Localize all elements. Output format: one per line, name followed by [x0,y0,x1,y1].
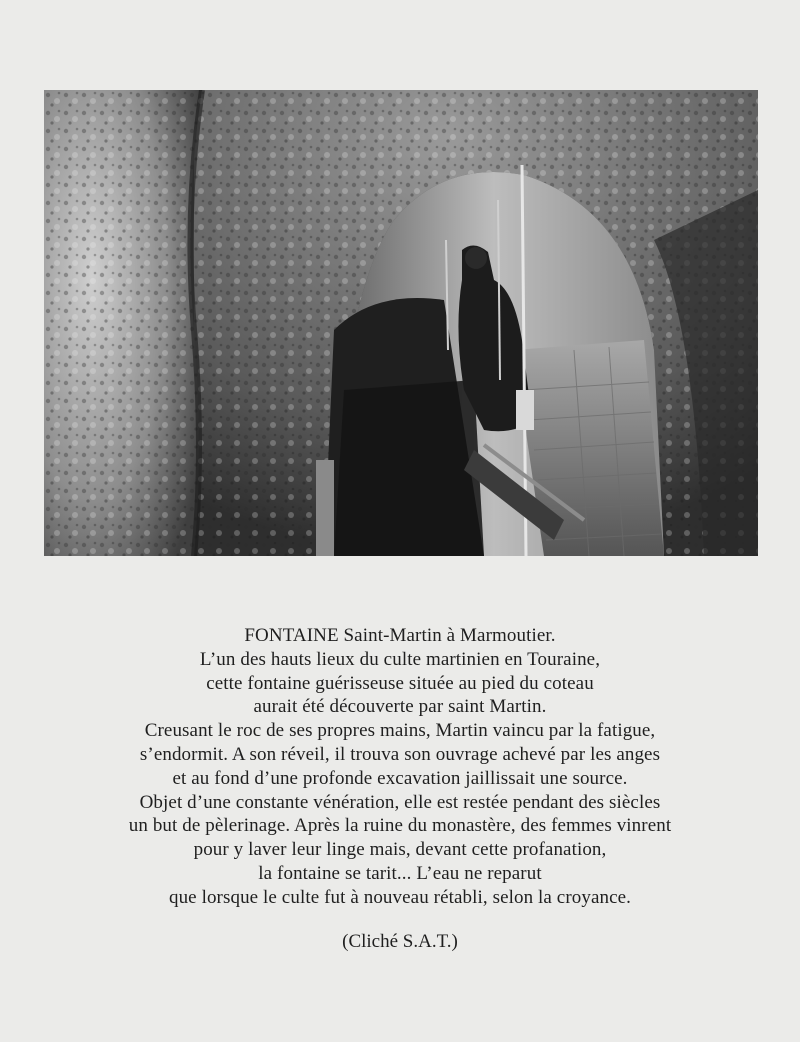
caption-line: Creusant le roc de ses propres mains, Martin vaincu par la fatigue, [144,720,656,742]
caption-line: FONTAINE Saint-Martin à Marmoutier. [244,625,556,646]
caption-line: un but de pèlerinage. Après la ruine du monastère, des femmes vinrent [128,815,672,837]
caption-line: s’endormit. A son réveil, il trouva son ouvrage achevé par les anges [139,743,661,765]
caption-line: L’un des hauts lieux du culte martinien en Touraine, [199,648,601,670]
caption-line: aurait été découverte par saint Martin. [253,696,547,718]
caption-line: que lorsque le culte fut à nouveau rétabli, selon la croyance. [168,886,631,908]
photo-credit: (Cliché S.A.T.) [342,931,458,952]
photo-caption [40,624,760,910]
caption-line: cette fontaine guérisseuse située au pied du coteau [206,672,594,694]
photograph-illustration [44,90,758,556]
caption-line: Objet d’une constante vénération, elle est restée pendant des siècles [139,791,661,813]
caption-line: et au fond d’une profonde excavation jaillissait une source. [172,767,628,789]
fountain-photograph [44,90,758,556]
caption-line: pour y laver leur linge mais, devant cette profanation, [193,839,607,861]
caption-line: la fontaine se tarit... L’eau ne reparut [258,862,542,884]
